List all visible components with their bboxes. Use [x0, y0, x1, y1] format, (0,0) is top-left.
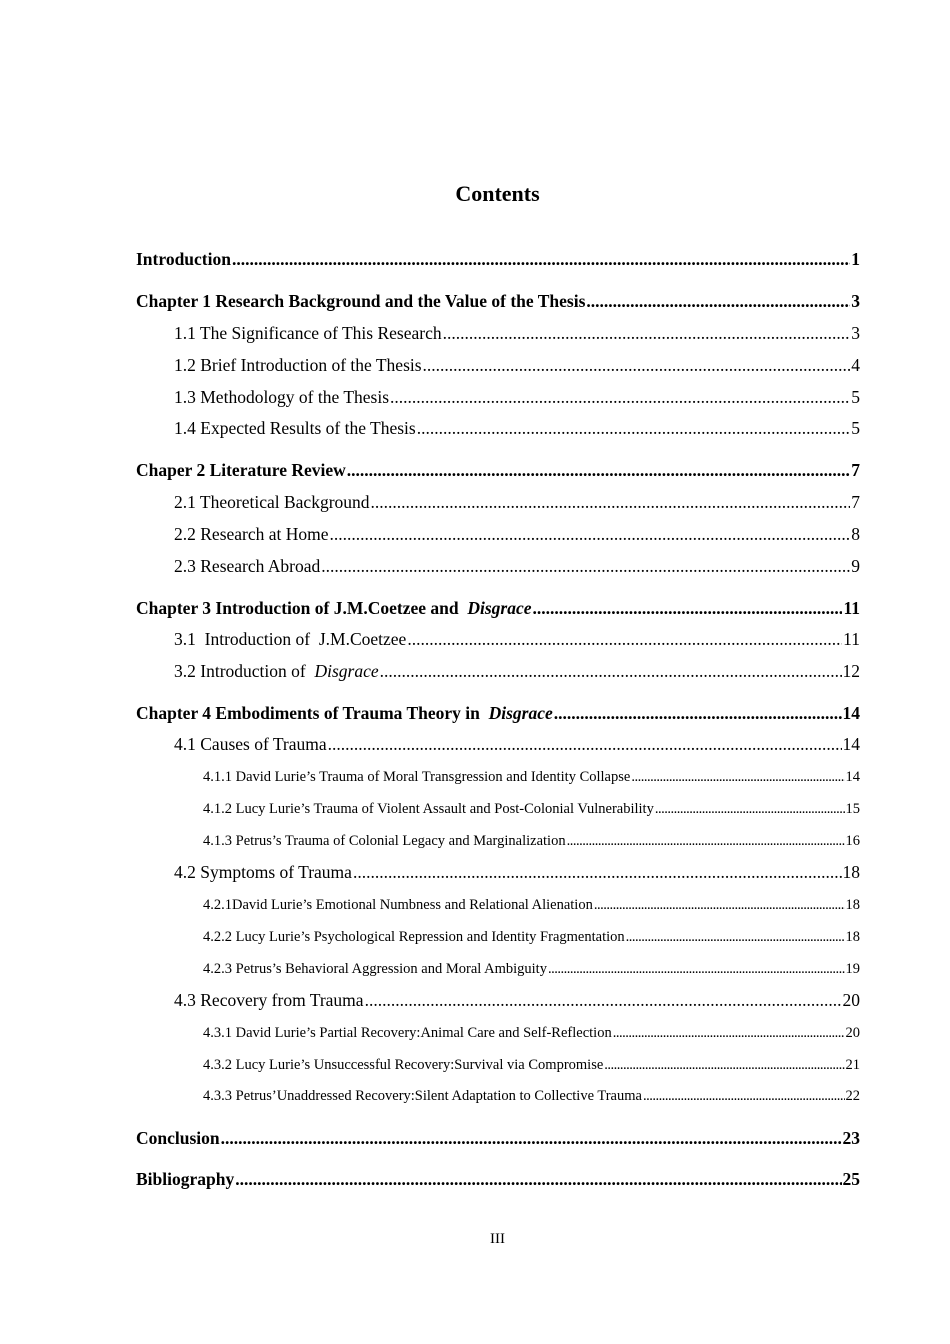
toc-page-number: 16 — [845, 833, 860, 849]
toc-entry — [174, 660, 860, 682]
toc-entry-title — [136, 597, 532, 619]
toc-entry-title-text: 4.1.2 Lucy Lurie’s Trauma of Violent Assault and Post-Colonial Vulnerability — [203, 801, 654, 817]
toc-page-number: 20 — [842, 990, 860, 1010]
dot-leader — [328, 733, 842, 755]
toc-entry — [203, 831, 860, 851]
dot-leader — [655, 799, 845, 819]
toc-entry-title — [174, 628, 406, 650]
toc-page-number: 9 — [851, 556, 860, 576]
toc-entry-title — [174, 417, 416, 439]
toc-entry-title — [174, 354, 422, 376]
toc-page-number: 22 — [845, 1088, 860, 1104]
toc-page-number: 12 — [842, 661, 860, 681]
toc-page-number: 3 — [851, 323, 860, 343]
dot-leader — [407, 628, 842, 650]
toc-page-number: 7 — [851, 492, 860, 512]
toc-entry-title — [174, 322, 442, 344]
dot-leader — [548, 959, 845, 979]
dot-leader — [594, 895, 845, 915]
dot-leader — [613, 1023, 845, 1043]
dot-leader — [643, 1086, 845, 1106]
dot-leader — [567, 831, 845, 851]
toc-entry-title — [174, 660, 379, 682]
dot-leader — [390, 386, 850, 408]
toc-page-number: 11 — [843, 629, 860, 649]
toc-page-number: 14 — [842, 703, 860, 723]
toc-entry — [174, 733, 860, 755]
toc-entry — [136, 1168, 860, 1190]
toc-entry-title-text: Chapter 3 Introduction of J.M.Coetzee and — [136, 598, 468, 618]
toc-entry-title-text: 4.2 Symptoms of Trauma — [174, 862, 352, 882]
dot-leader — [235, 1168, 841, 1190]
dot-leader — [365, 989, 842, 1011]
toc-entry-title-text: Chapter 1 Research Background and the Value of the Thesis — [136, 291, 586, 311]
toc-page-number: 18 — [845, 929, 860, 945]
toc-entry-title-text: Introduction — [136, 249, 231, 269]
toc-entry-title — [174, 733, 327, 755]
toc-page-number: 18 — [842, 862, 860, 882]
toc-entry-title-text: 2.3 Research Abroad — [174, 556, 321, 576]
toc-page-number: 7 — [851, 460, 860, 480]
toc-entry-title-text: 4.3.3 Petrus’Unaddressed Recovery:Silent Adaptation to Collective Trauma — [203, 1088, 642, 1104]
toc-entry-title — [136, 248, 231, 270]
dot-leader — [380, 660, 842, 682]
toc-page-number: 18 — [845, 897, 860, 913]
toc-entry-title — [136, 702, 553, 724]
toc-page-number: 5 — [851, 418, 860, 438]
toc-entry — [174, 322, 860, 344]
dot-leader — [631, 767, 844, 787]
toc-entry — [174, 628, 860, 650]
toc-entry-title — [203, 1086, 642, 1106]
page-title: Contents — [455, 181, 540, 206]
toc-entry-title-text: 4.2.3 Petrus’s Behavioral Aggression and Moral Ambiguity — [203, 961, 547, 977]
toc-entry — [203, 767, 860, 787]
toc-page-number: 20 — [845, 1025, 860, 1041]
toc-entry-title — [174, 523, 329, 545]
dot-leader — [533, 597, 843, 619]
toc-page-number: 23 — [842, 1128, 860, 1148]
dot-leader — [330, 523, 851, 545]
toc-entry — [136, 702, 860, 724]
toc-entry-title-text: Conclusion — [136, 1128, 220, 1148]
toc-entry — [174, 417, 860, 439]
toc-entry-title-text: 1.2 Brief Introduction of the Thesis — [174, 355, 422, 375]
toc-entry-title — [203, 767, 630, 787]
toc-entry-title-italic: Disgrace — [488, 703, 553, 723]
toc-entry-title — [174, 555, 320, 577]
toc-entry — [203, 895, 860, 915]
toc-entry-title-text: 1.1 The Significance of This Research — [174, 323, 442, 343]
toc-page-number: 1 — [851, 249, 860, 269]
toc-entry-title — [174, 989, 364, 1011]
toc-entry — [174, 861, 860, 883]
toc-entry-title-italic: Disgrace — [314, 661, 379, 681]
dot-leader — [321, 555, 850, 577]
dot-leader — [353, 861, 842, 883]
toc-page-number: 4 — [851, 355, 860, 375]
toc-entry — [136, 290, 860, 312]
toc-entry-title-text: 4.3 Recovery from Trauma — [174, 990, 364, 1010]
toc-entry — [136, 1127, 860, 1149]
dot-leader — [604, 1055, 844, 1075]
toc-entry-title — [136, 1127, 220, 1149]
dot-leader — [221, 1127, 842, 1149]
toc-entry-title — [203, 927, 625, 947]
toc-entry-title-text: Chapter 4 Embodiments of Trauma Theory in — [136, 703, 489, 723]
toc-entry — [136, 459, 860, 481]
toc-entry-title — [203, 959, 547, 979]
toc-entry-title — [174, 491, 370, 513]
toc-entry — [174, 386, 860, 408]
toc-entry-title-text: 4.3.2 Lucy Lurie’s Unsuccessful Recovery:Survival via Compromise — [203, 1057, 604, 1073]
toc-page-number: 21 — [845, 1057, 860, 1073]
toc-entry-title-italic: Disgrace — [467, 598, 532, 618]
toc-entry-title-text: 1.4 Expected Results of the Thesis — [174, 418, 416, 438]
dot-leader — [423, 354, 851, 376]
dot-leader — [626, 927, 845, 947]
toc-entry-title-text: 2.2 Research at Home — [174, 524, 329, 544]
toc-entry — [203, 799, 860, 819]
toc-page-number: 11 — [843, 598, 860, 618]
toc-page-number: 3 — [851, 291, 860, 311]
toc-entry-title-text: 3.1 Introduction of J.M.Coetzee — [174, 629, 407, 649]
toc-entry-title-text: 2.1 Theoretical Background — [174, 492, 370, 512]
dot-leader — [554, 702, 842, 724]
toc-entry-title — [203, 1023, 612, 1043]
toc-entry — [203, 1023, 860, 1043]
toc-entry-title-text: 4.1.1 David Lurie’s Trauma of Moral Transgression and Identity Collapse — [203, 769, 631, 785]
toc-entry — [174, 989, 860, 1011]
toc-entry-title-text: Chaper 2 Literature Review — [136, 460, 346, 480]
toc-page-number: 15 — [845, 801, 860, 817]
toc-page-number: 5 — [851, 387, 860, 407]
toc-page-number: 8 — [851, 524, 860, 544]
toc-entry — [203, 1055, 860, 1075]
toc-page-number: 19 — [845, 961, 860, 977]
toc-page-number: 14 — [842, 734, 860, 754]
dot-leader — [347, 459, 850, 481]
toc-entry — [203, 959, 860, 979]
toc-entry — [203, 1086, 860, 1106]
toc-entry — [203, 927, 860, 947]
toc-entry — [174, 555, 860, 577]
toc-page-number: 14 — [845, 769, 860, 785]
dot-leader — [371, 491, 851, 513]
toc-entry — [136, 248, 860, 270]
page-number-footer: III — [490, 1231, 505, 1247]
toc-entry-title-text: Bibliography — [136, 1169, 235, 1189]
toc-entry — [174, 491, 860, 513]
toc-page-number: 25 — [842, 1169, 860, 1189]
dot-leader — [586, 290, 850, 312]
toc-entry-title — [136, 290, 585, 312]
toc-entry-title — [174, 386, 389, 408]
toc-entry-title — [203, 1055, 603, 1075]
toc-entry-title-text: 4.2.2 Lucy Lurie’s Psychological Repression and Identity Fragmentation — [203, 929, 625, 945]
toc-entry-title-text: 1.3 Methodology of the Thesis — [174, 387, 390, 407]
toc-entry-title — [203, 895, 593, 915]
toc-entry-title — [174, 861, 352, 883]
dot-leader — [232, 248, 850, 270]
toc-entry-title — [203, 799, 654, 819]
dot-leader — [443, 322, 851, 344]
toc-entry — [136, 597, 860, 619]
toc-entry — [174, 523, 860, 545]
toc-entry-title-text: 4.1 Causes of Trauma — [174, 734, 327, 754]
toc-entry-title-text: 4.1.3 Petrus’s Trauma of Colonial Legacy and Marginalization — [203, 833, 566, 849]
toc-entry-title-text: 3.2 Introduction of — [174, 661, 315, 681]
toc-entry — [174, 354, 860, 376]
toc-entry-title — [136, 459, 346, 481]
toc-entry-title — [203, 831, 566, 851]
toc-entry-title-text: 4.2.1David Lurie’s Emotional Numbness and Relational Alienation — [203, 897, 593, 913]
toc-entry-title — [136, 1168, 234, 1190]
dot-leader — [417, 417, 851, 439]
toc-entry-title-text: 4.3.1 David Lurie’s Partial Recovery:Animal Care and Self-Reflection — [203, 1025, 612, 1041]
